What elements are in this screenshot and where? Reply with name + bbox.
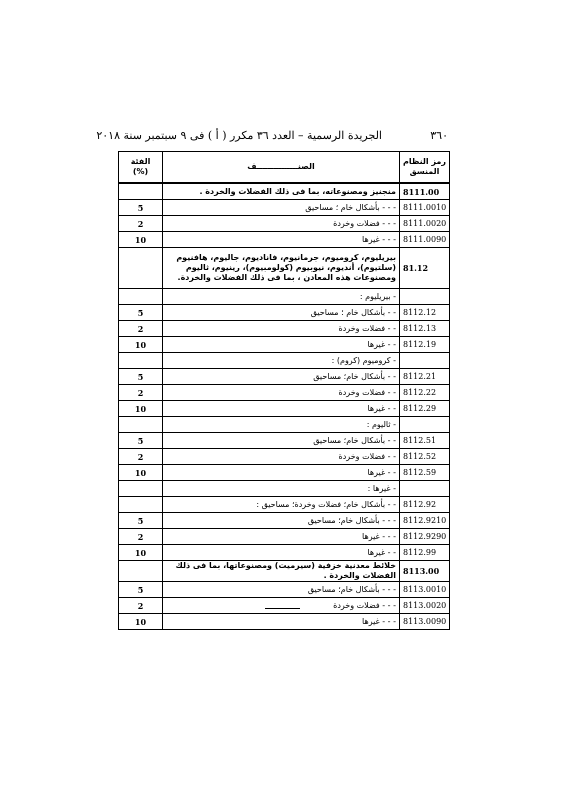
hs-code-cell: 8112.13	[400, 321, 450, 337]
rate-cell: 2	[119, 449, 163, 465]
col-header-code: رمز النظام المنسق	[400, 152, 450, 184]
table-row	[119, 561, 450, 582]
table-row	[119, 305, 450, 321]
rate-cell: 10	[119, 401, 163, 417]
description-cell: - - - فضلات وخردة	[163, 598, 400, 614]
description-cell: - - - بأشكال خام ؛ مساحيق	[163, 200, 400, 216]
hs-code-cell: 8112.59	[400, 465, 450, 481]
hs-code-cell: 8111.0010	[400, 200, 450, 216]
table-row	[119, 401, 450, 417]
table-row	[119, 248, 450, 289]
table-row	[119, 200, 450, 216]
description-cell: - - غيرها	[163, 465, 400, 481]
table-row	[119, 353, 450, 369]
rate-cell	[119, 183, 163, 200]
description-cell: - - - فضلات وخردة	[163, 216, 400, 232]
rate-cell: 5	[119, 369, 163, 385]
hs-code-cell	[400, 417, 450, 433]
description-cell: - بيريليوم :	[163, 289, 400, 305]
rate-cell: 5	[119, 513, 163, 529]
table-row	[119, 598, 450, 614]
table-row	[119, 183, 450, 200]
page-number: ٣٦٠	[430, 129, 448, 142]
table-row	[119, 545, 450, 561]
hs-code-cell: 8112.19	[400, 337, 450, 353]
table-header-row	[119, 152, 450, 184]
table-row	[119, 465, 450, 481]
hs-code-cell: 8113.0090	[400, 614, 450, 630]
rate-cell	[119, 289, 163, 305]
hs-code-cell	[400, 353, 450, 369]
table-row	[119, 529, 450, 545]
rate-cell: 10	[119, 337, 163, 353]
rate-cell: 2	[119, 216, 163, 232]
rate-cell	[119, 497, 163, 513]
rate-cell: 10	[119, 465, 163, 481]
description-cell: - - بأشكال خام؛ مساحيق	[163, 369, 400, 385]
table-row	[119, 497, 450, 513]
description-cell: - - فضلات وخردة	[163, 385, 400, 401]
description-cell: - - بأشكال خام؛ مساحيق	[163, 433, 400, 449]
description-cell: - - غيرها	[163, 337, 400, 353]
table-row	[119, 481, 450, 497]
description-cell: - ثاليوم :	[163, 417, 400, 433]
hs-code-cell: 8113.0010	[400, 582, 450, 598]
rate-cell: 2	[119, 385, 163, 401]
rate-cell: 5	[119, 305, 163, 321]
hs-code-cell: 8111.00	[400, 183, 450, 200]
hs-code-cell: 81.12	[400, 248, 450, 289]
table-row	[119, 385, 450, 401]
col-header-desc: الصنـــــــــــــــف	[163, 152, 400, 184]
hs-code-cell: 8113.00	[400, 561, 450, 582]
rate-cell: 10	[119, 614, 163, 630]
table-row	[119, 216, 450, 232]
rate-cell: 10	[119, 545, 163, 561]
table-row	[119, 513, 450, 529]
page-header	[96, 128, 448, 144]
hs-code-cell	[400, 289, 450, 305]
description-cell: بيريليوم، كروميوم، جرمانيوم، فاناديوم، جاليوم، هافنيوم (سلتيوم)، أنديوم، نيوبيوم (كولومبيوم)، رينيوم، ثاليوم ومصنوعات هذه المعادن ، بما فى ذلك الفضلات والخردة.	[163, 248, 400, 289]
description-cell: - - فضلات وخردة	[163, 449, 400, 465]
description-cell: منجنيز ومصنوعاته، بما فى ذلك الفضلات والخردة .	[163, 183, 400, 200]
hs-code-cell: 8112.9290	[400, 529, 450, 545]
description-cell: - - بأشكال خام ؛ مساحيق	[163, 305, 400, 321]
description-cell: - - غيرها	[163, 401, 400, 417]
hs-code-cell: 8112.51	[400, 433, 450, 449]
end-separator-line	[265, 608, 300, 609]
table-row	[119, 321, 450, 337]
rate-cell	[119, 353, 163, 369]
table-row	[119, 417, 450, 433]
hs-code-cell: 8112.92	[400, 497, 450, 513]
description-cell: - - - بأشكال خام؛ مساحيق	[163, 513, 400, 529]
description-cell: - - بأشكال خام؛ فضلات وخردة؛ مساحيق :	[163, 497, 400, 513]
hs-code-cell: 8113.0020	[400, 598, 450, 614]
table-row	[119, 449, 450, 465]
table-row	[119, 289, 450, 305]
rate-cell: 2	[119, 321, 163, 337]
rate-cell	[119, 561, 163, 582]
hs-code-cell: 8112.29	[400, 401, 450, 417]
description-cell: - - - غيرها	[163, 614, 400, 630]
table-row	[119, 614, 450, 630]
rate-cell: 2	[119, 529, 163, 545]
description-cell: - كروميوم (كروم) :	[163, 353, 400, 369]
rate-cell: 10	[119, 232, 163, 248]
description-cell: - - - غيرها	[163, 232, 400, 248]
hs-code-cell: 8112.22	[400, 385, 450, 401]
rate-cell	[119, 417, 163, 433]
hs-code-cell: 8112.12	[400, 305, 450, 321]
hs-code-cell	[400, 481, 450, 497]
table-row	[119, 582, 450, 598]
hs-code-cell: 8111.0020	[400, 216, 450, 232]
description-cell: خلائط معدنية خزفية (سيرميت) ومصنوعاتها، بما فى ذلك الفضلات والخردة .	[163, 561, 400, 582]
description-cell: - - - غيرها	[163, 529, 400, 545]
rate-cell	[119, 248, 163, 289]
rate-cell: 5	[119, 582, 163, 598]
rate-cell: 2	[119, 598, 163, 614]
rate-cell: 5	[119, 433, 163, 449]
hs-code-cell: 8112.52	[400, 449, 450, 465]
table-row	[119, 337, 450, 353]
hs-code-cell: 8112.21	[400, 369, 450, 385]
gazette-header-text: الجريدة الرسمية – العدد ٣٦ مكرر ( أ ) فى ٩ سبتمبر سنة ٢٠١٨	[96, 129, 382, 142]
table-row	[119, 232, 450, 248]
hs-code-cell: 8112.99	[400, 545, 450, 561]
description-cell: - - - بأشكال خام؛ مساحيق	[163, 582, 400, 598]
rate-cell	[119, 481, 163, 497]
rate-cell: 5	[119, 200, 163, 216]
hs-code-cell: 8111.0090	[400, 232, 450, 248]
description-cell: - غيرها :	[163, 481, 400, 497]
description-cell: - - غيرها	[163, 545, 400, 561]
table-row	[119, 369, 450, 385]
col-header-rate: الفئة (%)	[119, 152, 163, 184]
hs-code-cell: 8112.9210	[400, 513, 450, 529]
table-row	[119, 433, 450, 449]
description-cell: - - فضلات وخردة	[163, 321, 400, 337]
tariff-table	[118, 151, 450, 630]
